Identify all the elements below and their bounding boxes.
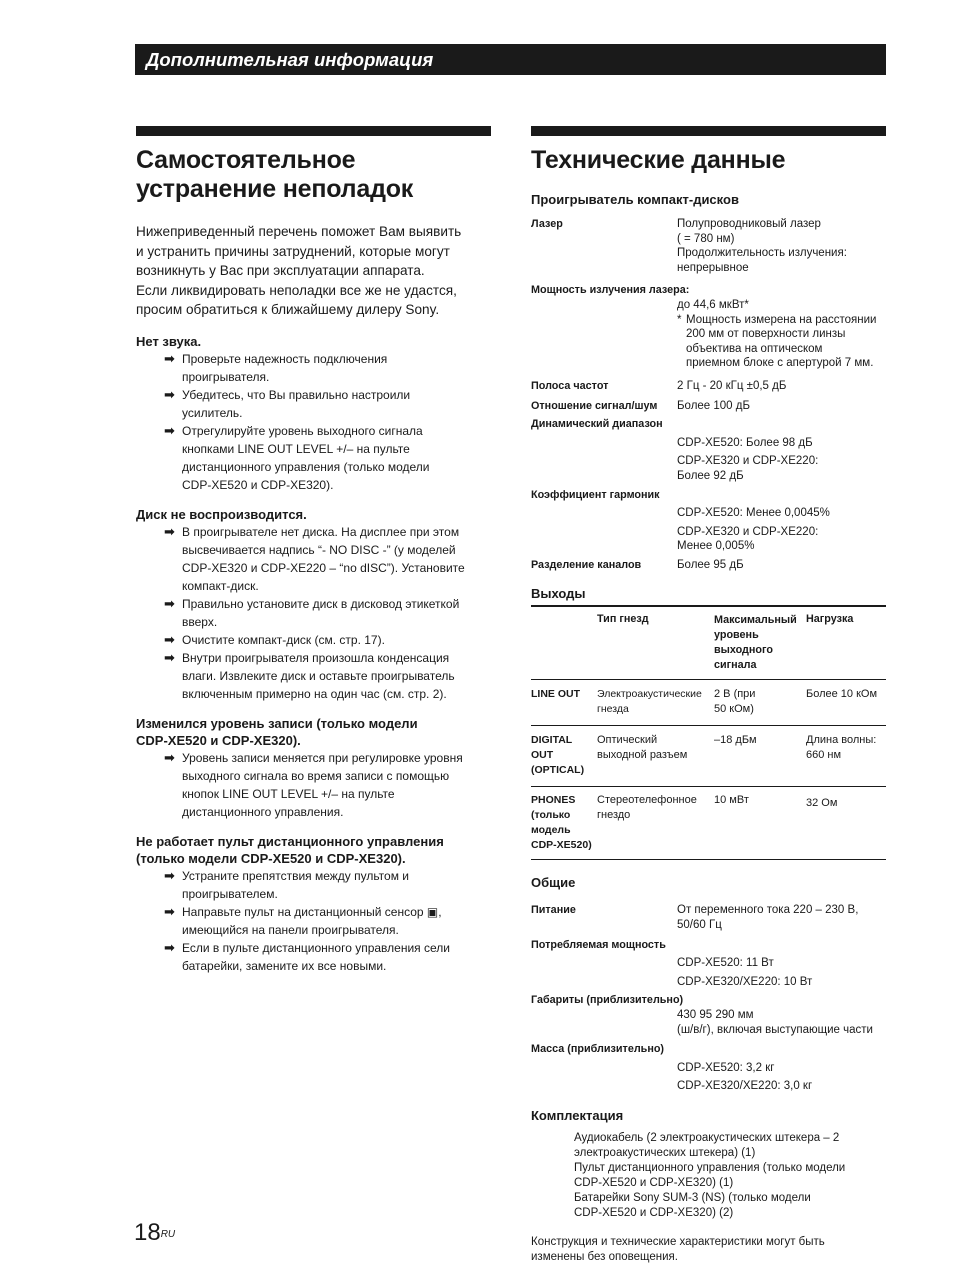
solution-item: ➡ Направьте пульт на дистанционный сенсор ▣, имеющийся на панели проигрывателя. xyxy=(164,903,442,937)
arrow-right-icon: ➡ xyxy=(164,523,175,539)
arrow-right-icon: ➡ xyxy=(164,386,175,402)
specs-column xyxy=(531,126,886,1265)
solution-item: ➡ Очистите компакт-диск (см. стр. 17). xyxy=(164,631,385,647)
heading-rule xyxy=(136,126,491,136)
spec-snr: Отношение сигнал/шум Более 100 дБ xyxy=(531,399,751,412)
section-header xyxy=(135,44,886,75)
problem-recording-level: Изменился уровень записи (только модели CDP-XE520 и CDP-XE320). ➡ Уровень записи меняется при регулировке уровня выходного сигнала во время записи с помощью кнопок LINE OUT LEVEL +/– на пульте дистанционного управления. xyxy=(136,715,491,821)
table-row: PHONES (только модель CDP-XE520) Стереотелефонное гнездо 10 мВт 32 Ом xyxy=(531,794,838,852)
table-row: LINE OUT Электроакустические гнезда 2 В (при 50 кОм) Более 10 кОм xyxy=(531,688,878,716)
arrow-right-icon: ➡ xyxy=(164,749,175,765)
troubleshooting-intro: Нижеприведенный перечень поможет Вам выявить и устранить причины затруднений, которые могут возникнуть у Вас при эксплуатации аппарата. Если ликвидировать неполадки все же не удастся, просим обратиться к ближайшему дилеру Sony. xyxy=(136,224,462,318)
kit-heading: Комплектация xyxy=(531,1108,624,1123)
solution-item: ➡ Убедитесь, что Вы правильно настроили усилитель. xyxy=(164,386,411,420)
general-heading: Общие xyxy=(531,875,576,891)
page-number: $18^{RU}$ xyxy=(134,1219,176,1246)
solution-item: ➡ Уровень записи меняется при регулировке уровня выходного сигнала во время записи с помощью кнопок LINE OUT LEVEL +/– на пульте дистанционного управления. xyxy=(164,749,463,819)
spec-consumption: Потребляемая мощность CDP-XE520: 11 Вт CDP-XE320/XE220: 10 Вт xyxy=(531,938,813,988)
table-divider xyxy=(531,859,886,860)
solution-item: ➡ Проверьте надежность подключения проигрывателя. xyxy=(164,350,388,384)
arrow-right-icon: ➡ xyxy=(164,422,175,438)
table-row: DIGITAL OUT (OPTICAL) Оптический выходной разъем –18 дБм Длина волны: 660 нм xyxy=(531,734,877,777)
spec-dimensions: Габариты (приблизительно) 430 95 290 мм (ш/в/г), включая выступающие части xyxy=(531,994,873,1036)
spec-thd: Коэффициент гармоник CDP-XE520: Менее 0,0045% CDP-XE320 и CDP-XE220: Менее 0,005% xyxy=(531,488,830,553)
troubleshooting-column xyxy=(136,126,491,975)
problem-remote-control: Не работает пульт дистанционного управления (только модели CDP-XE520 и CDP-XE320). ➡ Устраните препятствия между пультом и проигрывателем. ➡ Направьте пульт на дистанционный сенсор ▣, имеющийся на панели проигрывателя. ➡ Если в пульте дистанционного управления сели батарейки, замените их все новыми. xyxy=(136,833,491,975)
arrow-right-icon: ➡ xyxy=(164,649,175,665)
solution-item: ➡ Если в пульте дистанционного управления сели батарейки, замените их все новыми. xyxy=(164,939,450,973)
heading-rule xyxy=(531,126,886,136)
specs-title: Технические данные xyxy=(531,146,786,174)
arrow-right-icon: ➡ xyxy=(164,631,175,647)
arrow-right-icon: ➡ xyxy=(164,350,175,366)
spec-mass: Масса (приблизительно) CDP-XE520: 3,2 кг CDP-XE320/XE220: 3,0 кг xyxy=(531,1043,813,1093)
problem-disc-not-playing: Диск не воспроизводится. ➡ В проигрывателе нет диска. На дисплее при этом высвечивается надпись “- NO DISC -” (у моделей CDP-XE320 и CDP-XE220 – “no dISC”). Установите компакт-диск. ➡ Правильно установите диск в дисковод этикеткой вверх. ➡ Очистите компакт-диск (см. стр. 17). ➡ Внутри проигрывателя произошла конденсация влаги. Извлеките диск и оставьте проигрыватель включенным примерно на один час (см. стр. 2). xyxy=(136,506,491,703)
spec-frequency: Полоса частот 2 Гц - 20 кГц ±0,5 дБ xyxy=(531,379,787,392)
kit-list: Аудиокабель (2 электроакустических штекера – 2 электроакустических штекера) (1) Пульт дистанционного управления (только модели CDP-XE520 и CDP-XE320) (1) Батарейки Sony SUM-3 (NS) (только модели CDP-XE520 и CDP-XE320) (2) xyxy=(574,1132,846,1219)
arrow-right-icon: ➡ xyxy=(164,903,175,919)
spec-channel-separation: Разделение каналов Более 95 дБ xyxy=(531,558,744,571)
spec-dynamic-range: Динамический диапазон CDP-XE520: Более 98 дБ CDP-XE320 и CDP-XE220: Более 92 дБ xyxy=(531,418,819,482)
problem-no-sound: Нет звука. ➡ Проверьте надежность подключения проигрывателя. ➡ Убедитесь, что Вы правильно настроили усилитель. ➡ Отрегулируйте уровень выходного сигнала кнопками LINE OUT LEVEL +/– на пульте дистанционного управления (только модели CDP-XE520 и CDP-XE320). xyxy=(136,333,491,494)
solution-item: ➡ Правильно установите диск в дисковод этикеткой вверх. xyxy=(164,595,460,629)
spec-power-supply: Питание От переменного тока 220 – 230 В, 50/60 Гц xyxy=(531,904,859,932)
arrow-right-icon: ➡ xyxy=(164,867,175,883)
spec-laser-power: Мощность излучения лазера: до 44,6 мкВт* * Мощность измерена на расстоянии 200 мм от поверхности линзы объектива на оптическом приемном блоке с апертурой 7 мм. xyxy=(531,284,877,370)
outputs-header-row: Тип гнезд Максимальный уровень выходного сигнала Нагрузка xyxy=(597,613,854,672)
player-heading: Проигрыватель компакт-дисков xyxy=(531,192,739,207)
footer-note: Конструкция и технические характеристики могут быть изменены без оповещения. xyxy=(531,1236,825,1263)
spec-laser: Лазер Полупроводниковый лазер ( = 780 нм) Продолжительность излучения: непрерывное xyxy=(531,218,847,274)
solution-item: ➡ Отрегулируйте уровень выходного сигнала кнопками LINE OUT LEVEL +/– на пульте дистанционного управления (только модели CDP-XE520 и CDP-XE320). xyxy=(164,422,430,492)
troubleshooting-title: Самостоятельное устранение неполадок xyxy=(136,146,414,203)
solution-item: ➡ Внутри проигрывателя произошла конденсация влаги. Извлеките диск и оставьте проигрыватель включенным примерно на один час (см. стр. 2). xyxy=(164,649,455,701)
arrow-right-icon: ➡ xyxy=(164,939,175,955)
outputs-table xyxy=(531,607,886,860)
outputs-heading: Выходы xyxy=(531,586,586,602)
solution-item: ➡ В проигрывателе нет диска. На дисплее при этом высвечивается надпись “- NO DISC -” (у моделей CDP-XE320 и CDP-XE220 – “no dISC”). Установите компакт-диск. xyxy=(164,523,465,593)
arrow-right-icon: ➡ xyxy=(164,595,175,611)
section-header-title: Дополнительная информация xyxy=(146,49,434,70)
solution-item: ➡ Устраните препятствия между пультом и проигрывателем. xyxy=(164,867,409,901)
